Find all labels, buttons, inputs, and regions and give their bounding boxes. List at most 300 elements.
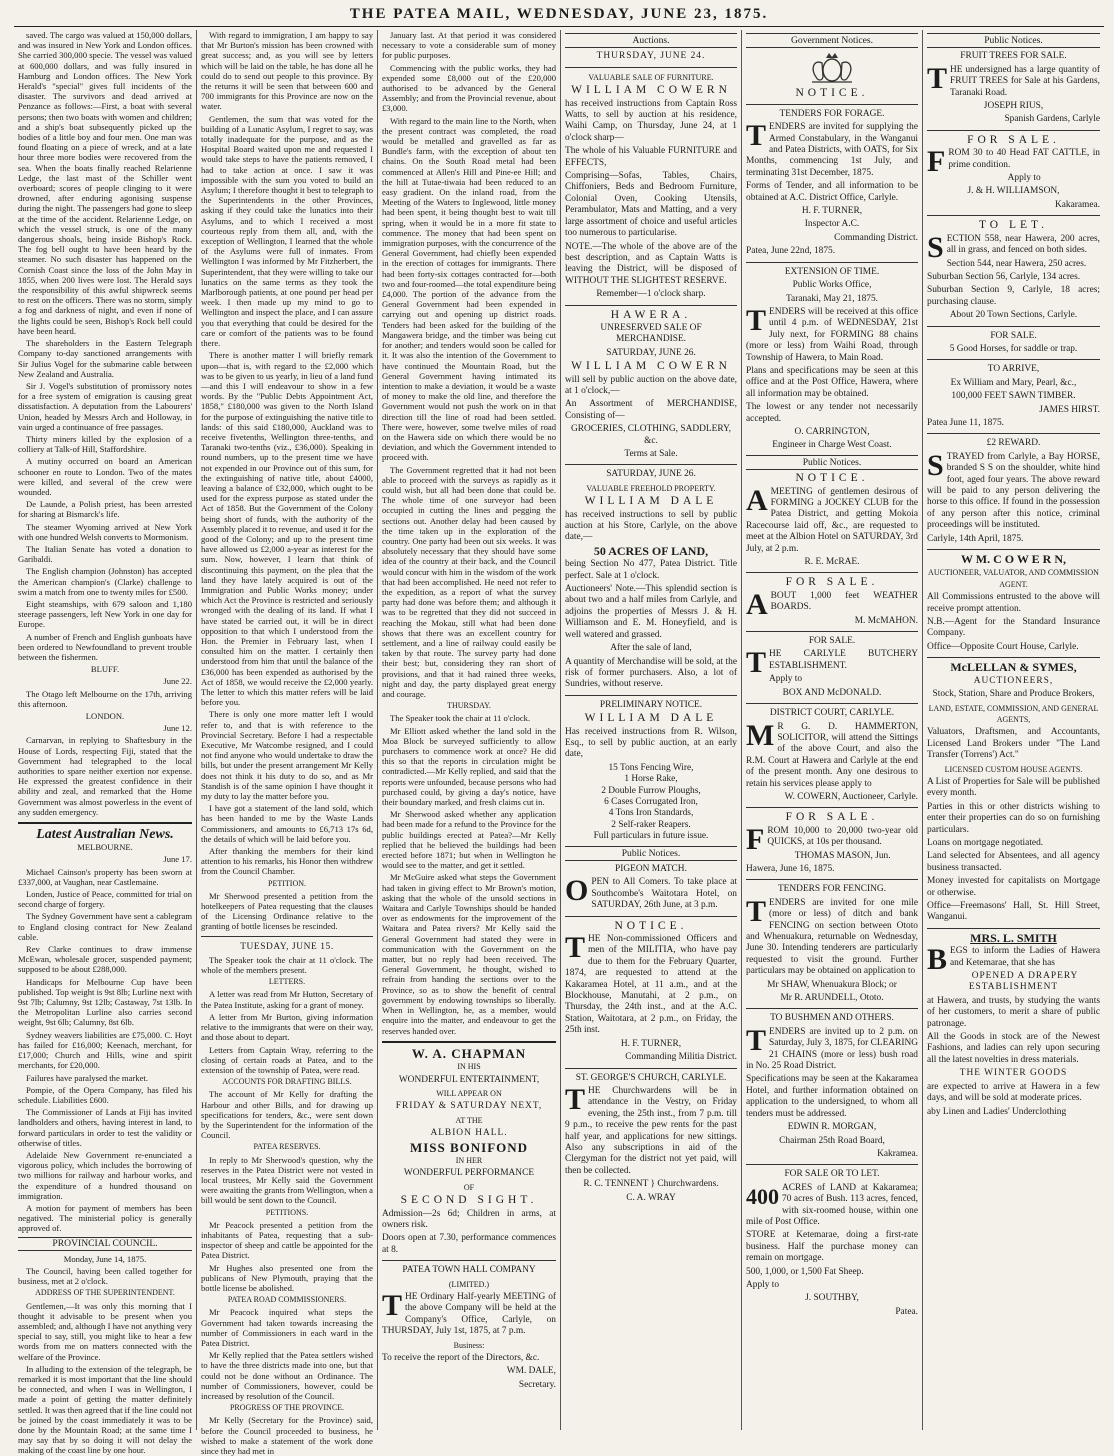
divider [746,572,918,573]
section-heading: PROVINCIAL COUNCIL. [18,1237,192,1251]
ad-title: EXTENSION OF TIME. [784,266,880,277]
divider [746,703,918,704]
ad-sign: WM. DALE, [506,1366,556,1377]
ad-text: BOUT 1,000 feet WEATHER BOARDS. [770,590,918,613]
ad-title: FOR SALE. [990,330,1037,341]
article-paragraph: Mr Elliott asked whether the land sold in the Moa Block be surveyed sufficiently to allow purchasers to commence work at once? He did this so that the reports in circulation might be contradicted.—Mr Kelly replied, and said that the reports were unfounded, because persons who had purchased could, by giving a day's notice, have their boundary marked, and fresh claims cut in. [382,725,556,808]
article-paragraph: Michael Cainson's property has been sworn at £337,000, at Vaughan, near Castlemaine. [18,866,192,887]
ad-title: FOR SALE. [785,811,879,824]
ad-line: WONDERFUL ENTERTAINMENT, [398,1074,540,1085]
ad-line: Mr R. ARUNDELL, Ototo. [780,993,884,1004]
ad-sign: Engineer in Charge West Coast. [772,440,892,451]
drop-cap: F [927,145,946,179]
ad-sign: Spanish Gardens, Carlyle [1004,114,1100,125]
ad-line: THE WINTER GOODS [959,1068,1068,1079]
ad-line: Mr SHAW, Whenuakura Block; or [767,979,897,990]
divider [927,433,1100,434]
list-item: 2 Self-raker Reapers. [611,819,691,830]
auctioneer-name: WILLIAM DALE [584,712,718,725]
section-heading: Auctions. [565,33,737,48]
column-news-2 [197,30,378,1456]
ad-date: Hawera, June 16, 1875. [746,863,835,874]
divider [201,936,373,937]
ad-text: HE CARLYLE BUTCHERY ESTABLISHMENT. [769,649,918,671]
ad-date: Patea, June 22nd, 1875. [746,246,836,257]
ad-title: MISS BONIFOND [409,1139,529,1155]
divider [746,104,918,105]
ad-text: Remember—1 o'clock sharp. [596,289,706,300]
article-paragraph: Londen, Justice of Peace, committed for trial on second charge of forgery. [18,889,192,910]
article-paragraph: The shareholders in the Eastern Telegraph Company to-day sanctioned arrangements with Sir Julius Vogel for the submarine cable between New Zealand and Australia. [18,338,192,379]
ad-line: AUCTIONEER, VALUATOR, AND COMMISSION AGENT. [928,568,1099,589]
list-item: 2 Double Furrow Ploughs, [601,785,701,796]
ad-sign: C. A. WRAY [626,1192,676,1203]
auctioneer-name: WILLIAM DALE [584,495,718,508]
ad-number: 400 [746,1183,779,1209]
ad-text: HE Non-commissioned Officers and men of the MILITIA, who have pay due to them for the February Quarter, 1874, are requested to attend at the Kakaramea Hotel, at 11 a.m., and at the Blockhouse, Manutahi, at 2 p.m., on Thursday, the 24th inst., and at the A.C. Station, Waitotara, at 2 p.m., on Friday, the 25th inst. [565,934,737,1036]
article-paragraph: The Speaker took the chair at 11 o'clock. [390,713,531,724]
ad-title: TO BUSHMEN AND OTHERS. [770,1013,894,1024]
drop-cap: T [746,894,767,928]
divider [746,1164,918,1165]
ad-date: SATURDAY, JUNE 26. [606,469,696,480]
subheading: PETITION. [268,878,306,888]
divider [746,1008,918,1009]
divider [18,822,192,824]
article-paragraph: In reply to Mr Sherwood's question, why the reserves in the Patea District were not vested in local trustees, Mr Kelly said the Government were awaiting the grants from Wellington, when a bill would be sent down to the Council. [201,1154,373,1206]
article-paragraph: Mr Sherwood asked whether any application had been made for a refund to the Province for the public buildings erected at Patea?—Mr Kelly replied that he believed the buildings had been erected before 1871; but when in Wellington he would see to the matter, and get it settled. [382,809,556,871]
ad-sign: O. CARRINGTON, [794,426,870,437]
ad-sign: EDWIN R. MORGAN, [787,1122,877,1133]
ad-title: MRS. L. SMITH [970,930,1057,945]
columns [14,30,1104,1456]
article-paragraph: The account of Mr Kelly for drafting the Harbour and other Bills, and for drawing up specifications for tenders, &c., were sent down by the Superintendent for the information of the Council. [201,1089,373,1141]
drop-cap: O [565,874,589,908]
ad-title: FOR SALE. [808,636,856,647]
ad-line: WILL APPEAR ON [436,1088,502,1098]
ad-line: Apply to [746,1279,780,1290]
drop-cap: F [746,822,765,856]
list-item: 15 Tons Fencing Wire, [608,762,694,773]
ad-title: VALUABLE FREEHOLD PROPERTY. [586,483,716,493]
ad-sign: H. F. TURNER, [801,206,863,217]
ad-text: EGS to inform the Ladies of Hawera and Ketemarae, that she has [950,946,1100,968]
subheading: LETTERS. [268,977,306,987]
dateline-date: June 17. [163,854,192,865]
ad-text: ENDERS are invited for supplying the Armed Constabulary, in the Wanganui and Patea Districts, with OATS, for Six Months, commencing 1st July, and terminating 31st December, 1875. [746,122,918,178]
divider [927,359,1100,360]
article-paragraph: saved. The cargo was valued at 150,000 dollars, and was insured in New York and London offices. She carried 300,000 specie. The vessel was valued at 600,000 dollars, and was fully insured in Hamburg and London offices. The New York Herald's "special" gives full incidents of the disaster. The survivors and dead arrived at Penzance as follows:—First, a boat with several persons; then two boats with women and children; and a ship's boat subsequently picked up the bodies of a little boy and four men. One man was found floating on a piece of wreck, and at a late hour three more bodies were recovered from the sea. When the boats finally reached Relarienne Ledge, the last mast of the Schiller went overboard; scores of people clinging to it were drowned, after enduring agonising suspense during the night. The passengers had gone to sleep at the time of the accident. Relarienne Ledge, on which the vessel struck, is one of the many dangerous shoals, being inside Bishop's Rock. The fog bell ought to have been heard by the steamer. No such disaster has happened on the Cornish Coast since the loss of the John May in 1855, when 200 lives were lost. The Herald says the responsibility of this awful shipwreck seems to rest on the officers. There was no storm, simply a fog and darkness of night, and even if none of the lights could be seen, Bishop's Rock bell could have been heard. [18,30,192,336]
article-paragraph: Adelaide New Government re-enunciated a vigorous policy, which includes the borrowing of two millions for railway and harbour works, and the expenditure of a hundred thousand on immigration. [18,1149,192,1201]
subheading: ACCOUNTS FOR DRAFTING BILLS. [222,1077,352,1087]
ad-line: Admission—2s 6d; Children in arms, at owners risk. [382,1208,556,1230]
drop-cap: S [927,230,944,264]
ad-text: GROCERIES, CLOTHING, SADDLERY, &c. [571,424,731,446]
divider [746,262,918,263]
article-paragraph: There is another matter I will briefly remark upon—that is, with regard to the £2,000 which was to be given to us yearly, in lieu of a land fund—and this I will endeavour to show in a few words. By the "Public Debts Appointment Act, 1858," £180,000 was given to the North Island for the purpose of extinguishing the native title to lands: of this said £180,000, Auckland was to receive fivetenths, Wellington three-tenths, and Taranaki two-tenths (viz., £36,000). Speaking in round numbers, up to the present time we have not expended in our Province out of this sum, for the extinguishing of native title, about £4000, leaving a balance of £32,000, which ought to be used for the express purpose as stated under the Act of 1858. But the Government of the Colony being short of funds, with the authority of the Assembly placed it to revenue, and used it for the good of the Colony; and up to the present time have allowed us £2,000 a-year as interest for the sum. Now, however, I learn that think of discontinuing this payment, on the plea that the land they have lately acquired is out of the Immigration and Public Works money; under which Act the Province is restricted and seriously wronged with the dealing of its land. If what I have stated be carried out, it will be in direct opposition to that which I understood from the Hon. the Premier in February last, when I consulted him on the matter. I certainly then understood from him that until the balance of the £36,000 has been expended as authorised by the Act of 1858, we would receive the £2,000 yearly. The letter to which this matter refers will be laid before you. [201,350,373,708]
subheading: ADDRESS OF THE SUPERINTENDENT. [35,1288,175,1298]
ad-text: Valuators, Draftsmen, and Accountants, Licensed Land Brokers under "The Land Transfer (Torrens') Act." [927,727,1100,761]
article-paragraph: A mutiny occurred on board an American schooner en route to London. Two of the mates were killed, and several of the crew were wounded. [18,456,192,497]
ad-line: OF [463,1182,475,1192]
ad-title: FRUIT TREES FOR SALE. [960,51,1067,62]
ad-text: HE Churchwardens will be in attendance in the Vestry, on Friday evening, the 25th inst., from 7 p.m. till 9 p.m., to receive the pew rents for the past half year, and applications for new sittings. Also any subscriptions in aid of the Clergyman for the district not yet paid, will then be collected. [565,1085,737,1176]
ad-text: Loans on mortgage negotiated. [927,837,1044,848]
section-heading: Latest Australian News. [36,827,174,843]
article-paragraph: Mr Peacock presented a petition from the inhabitants of Patea, requesting that a sub-inspector of sheep and cattle be appointed for the Patea District. [201,1219,373,1261]
divider [382,1041,556,1043]
drop-cap: T [382,1289,403,1323]
ad-text: ENDERS are invited up to 2 p.m. on Saturday, July 3, 1875, for CLEARING 21 CHAINS (more or less) bush road in No. 25 Road District. [746,1026,918,1072]
ad-text [746,483,918,555]
subheading: PETITIONS. [265,1207,309,1217]
ad-line: Apply to [1007,173,1041,184]
ad-sign: M. McMAHON. [854,615,918,626]
ad-text: Office—Freemasons' Hall, St. Hill Street, Wanganui. [927,901,1100,923]
article-paragraph: De Launde, a Polish priest, has been arrested for sharing at Bismarck's life. [18,499,192,520]
article-paragraph: Carnarvan, in replying to Shaftesbury in the House of Lords, respecting Fiji, stated that the Government had telegraphed to the local authorities to spare neither exertion nor expense. He expressed the greatest confidence in their ability and zeal, and remarked that the Home Government was almost powerless in the event of any sudden emergency. [18,735,192,817]
column-public-notices [923,30,1104,1430]
ad-sign: Kakaramea. [1054,199,1100,210]
ad-text: A quantity of Merchandise will be sold, at the risk of former purchasers. Also, a lot of Sundries, without reserve. [565,656,737,690]
drop-cap: T [927,61,948,95]
article-paragraph: Mr Hughes also presented one from the publicans of New Plymouth, praying that the bottle license be abolished. [201,1262,373,1293]
article-paragraph: The Speaker took the chair at 11 o'clock. The whole of the members present. [201,954,373,976]
divider [382,1260,556,1261]
ad-chapman [382,1045,556,1257]
ad-text: All Commissions entrusted to the above will receive prompt attention. [927,592,1100,614]
ad-line: AT THE [455,1115,483,1125]
ad-sign: R. C. TENNENT [583,1179,649,1190]
drop-cap: T [746,119,767,153]
ad-text [746,119,918,179]
ad-text: Section 544, near Hawera, 250 acres. [946,258,1087,269]
ad-line: LAND, ESTATE, COMMISSION, AND GENERAL AGENTS, [928,703,1099,724]
list-item: 1 Horse Rake, [624,774,678,785]
ad-text: at Hawera, and trusts, by studying the wants of her customers, to merit a share of public patronage. [927,995,1100,1029]
ad-text: A List of Properties for Sale will be published every month. [927,776,1100,799]
column-government [742,30,923,1430]
drop-cap: A [746,483,768,517]
dateline-date: June 12. [163,723,192,734]
ad-title: W. A. CHAPMAN [411,1045,527,1061]
ad-text: After the sale of land, [610,643,692,654]
article-paragraph: The Government regretted that it had not been able to proceed with the surveys as rapidly as it could wish, but all had been done that could be. The whole time of one surveyor had been occupied in cutting the lines and pegging the sections out. Another delay had been caused by the time taken up in the exploration of the country. One party had been out six weeks. It was absolutely necessary that they should have some idea of the country at their back, and the Council would concur with him in the wisdom of the work that had been accomplished. He need not refer to the expedition, as a report of what the survey party had done was before them; and although it was to be regretted that they did not succeed in reaching the Mokau, still what had been done shows that there was an excellent country for settlement, and a line of railway could easily be taken by that route. The survey party had done their best; but, considering they ran short of provisions, and that it had rained three weeks, night and day, the party displayed great energy and courage. [382,464,556,699]
ad-text [746,894,918,978]
ad-title: TENDERS FOR FENCING. [777,884,887,895]
ad-title: PRELIMINARY NOTICE. [599,699,703,710]
ad-line: FRIDAY & SATURDAY NEXT, [395,1101,543,1112]
divider [746,879,918,880]
ad-text: MEETING of gentlemen desirous of FORMING a JOCKEY CLUB for the Patea District, and getting Mokoia Racecourse laid off, &c., are requested to meet at the Albion Hotel on SATURDAY, 3rd July, at 2 p.m. [746,486,918,554]
ad-text [746,303,918,364]
article-paragraph: Gentlemen, the sum that was voted for the building of a Lunatic Asylum, I regret to say, was totally inadequate for the purpose, and as the Hospital Board waited upon me and requested I would take steps to have the patients removed, I had to take action at once. I saw it was impossible with the sum you voted to build an Asylum; I therefore thought it best to telegraph to the Superintendents in the other Provinces, asking if they could take the lunatics into their Asylums, and to which I received a most courteous reply from them all, and, with the exception of Wellington, I learned that the whole of the Asylums were full of inmates. From Wellington I was informed by Mr Fitzherbert, the Superintendent, that they were willing to take our lunatics on the same terms as they took the Marlborough patients, at one pound per head per week. I then made up my mind to go to Wellington and inspect the place, and I can assure you that everything that could be desired for the care or comfort of the patients was to be found there. [201,113,373,349]
article-paragraph: After thanking the members for their kind attention to his remarks, his Honor then withdrew from the Council Chamber. [201,846,373,877]
ad-text: Specifications may be seen at the Kakaramea Hotel, and further information obtained on application to the undersigned, to whom all tenders must be addressed. [746,1074,918,1119]
drop-cap: T [746,1023,767,1057]
subheading: THURSDAY. [447,701,491,711]
dateline-place: BLUFF. [90,664,120,675]
ad-sign: Churchwardens. [657,1179,719,1190]
article-paragraph: A number of French and English gunboats have been ordered to Newfoundland to prevent trouble between the fishermen. [18,631,192,662]
drop-cap: A [746,587,768,621]
ad-line: WONDERFUL PERFORMANCE [403,1168,535,1179]
ad-text: Terms at Sale. [624,449,678,459]
ad-text [746,1183,918,1229]
subheading: PATEA RESERVES. [253,1142,321,1152]
ad-text [565,1082,737,1177]
auctioneer-name: WILLIAM COWERN [571,360,731,373]
ad-text [746,1023,918,1073]
ad-line: Stock, Station, Share and Produce Brokers, [932,689,1095,700]
drop-cap: T [746,646,767,680]
article-paragraph: Commencing with the public works, they had expended some £8,000 out of the £20,000 authorised to be advanced by the General Assembly; and from the Provincial revenue, about £3,000. [382,62,556,114]
article-paragraph: The Commissioner of Lands at Fiji has invited landholders and others, having interest in land, to forward particulars in order to test the validity or otherwise of titles. [18,1107,192,1148]
article-paragraph: A letter from Mr Burton, giving information relative to the immigrants that were on their way, and those about to depart. [201,1011,373,1043]
ad-title: TO LET. [978,219,1049,232]
article-paragraph: With regard to the main line to the North, when the present contract was completed, the road would be metalled and gravelled as far as Bundle's farm, with the exception of about ten chains. On the South Road metal had been commenced at Allen's Hill and Pine-ee Hill; and the hill at Tutae-tiwaia had been reduced to an easy gradient. On the inland road, from the Meeting of the Waters to Inglewood, little money had been spent, it being thought best to wait till spring, when it would be in a more fit state to commence. The money that had been spent on immigration purposes, with the concurrence of the General Government, had chiefly been expended in the erection of cottages for immigrants. There had been forty-six cottages contracted for—both two and four-roomed—the total expenditure being £4,000. The portion of the advance from the General Government had been expended in carrying out and opening up district roads. Tenders had been asked for the building of the Mangawera bridge, and the timber was being cut for another; and tenders would soon be called for it. It was also the intention of the Government to have continued the Mountain Road, but the General Government having intimated its intention to make a deviation, it would be a waste of money to make the old line, and therefore the Government would not push the work on in that direction till the line of road had been settled. There were, however, some twelve miles of road on the Hawera side on which there would be no deviation, and which the Government intended to proceed with. [382,115,556,463]
article-paragraph: The Sydney Government have sent a cablegram to England closing contract for New Zealand cable. [18,911,192,942]
section-heading: Public Notices. [565,846,737,861]
ad-text: ENDERS are invited for one mile (more or less) of ditch and bank FENCING on section between Ototo and Whenuakura, returnable on Wednesday, June 30. Intending tenderers are particularly requested to visit the ground. Further particulars may be obtained on application to [746,897,918,977]
ad-sign: W. COWERN, Auctioneer, Carlyle. [784,791,918,802]
ad-text: has received instructions from Captain Ross Watts, to sell by auction at his residence, Waihi Camp, on Thursday, June 24, at 1 o'clock sharp— [565,98,737,143]
ad-line: SECOND SIGHT. [400,1194,538,1207]
ad-title: PIGEON MATCH. [615,864,687,874]
ad-text: Full particulars in future issue. [593,831,709,842]
ad-line: Public Works Office, [792,280,872,291]
divider [565,305,737,306]
ad-title: UNRESERVED SALE OF MERCHANDISE. [600,322,702,345]
divider [565,1068,737,1069]
ad-text [927,943,1100,977]
ad-line: OPENED A DRAPERY ESTABLISHMENT [968,971,1079,993]
ad-text: N.B.—Agent for the Standard Insurance Company. [927,617,1100,639]
divider [927,130,1100,131]
ad-date: Patea June 11, 1875. [927,417,1004,428]
article-paragraph: Eight steamships, with 679 saloon and 1,180 steerage passengers, left New York in one day for Europe. [18,598,192,630]
column-news-1 [14,30,197,1456]
ad-text: ROM 30 to 40 Head FAT CATTLE, in prime condition. [948,148,1100,170]
ad-sign: THOMAS MASON, Jun. [794,850,891,861]
ad-text: will sell by public auction on the above date, at 1 o'clock,— [565,374,737,396]
article-paragraph: There is only one more matter left I would refer to, and that is with reference to the Provincial Secretary. Before I had a respectable Executive, Mr Watcombe resigned, and I could not find anyone who would undertake to draw the bills, but under the present arrangement Mr Kelly does not think it his duty to do so, and as Mr Standish is of the same opinion I have thought it my duty to lay the matter before you. [201,709,373,802]
ad-sign: R. E. McRAE. [804,557,860,568]
article-paragraph: Mr Peacock inquired what steps the Government had taken towards increasing the number of Commissioners in each ward in the Patea District. [201,1307,373,1348]
ad-text: has received instructions to sell by public auction at his Store, Carlyle, on the above date,— [565,509,737,543]
ad-text: Comprising—Sofas, Tables, Chairs, Chiffoniers, Beds and Bedroom Furniture, Colonial Oven, Cooking Utensils, Perambulator, Mats and Matting, and a very large assortment of choice and useful articles too numerous to particularise. [565,171,737,239]
ad-sign: Chairman 25th Road Board, [779,1135,885,1146]
ad-text: Forms of Tender, and all information to be obtained at A.C. District Office, Carlyle. [746,181,918,203]
ad-title: W M. C O W E R N, [960,552,1066,567]
ad-title: £2 REWARD. [986,438,1041,449]
ad-title: VALUABLE SALE OF FURNITURE. [588,72,714,82]
ad-text: Office—Opposite Court House, Carlyle. [927,641,1079,652]
article-paragraph: The Otago left Melbourne on the 17th, arriving this afternoon. [18,688,192,709]
list-item: 4 Tons Iron Standards, [608,808,694,819]
article-paragraph: Pompie, of the Opera Company, has filed his schedule. Liabilities £600. [18,1084,192,1105]
ad-title: DISTRICT COURT, CARLYLE. [769,708,895,719]
ad-sign: Secretary. [518,1379,556,1390]
drop-cap: B [927,943,948,977]
article-paragraph: In alluding to the extension of the telegraph, be remarked it is most important that the line should be connected, and when I was in Wellington, I made a point of getting the matter definitely settled. It was then agreed that if the line could not be joined by the coast immediately it was to be done by the Mountain Road; at the same time I may say that by so doing it will not delay the making of the coast line by one hour. [18,1363,192,1456]
ad-title: McLELLAN & SYMES, [950,660,1077,675]
article-paragraph: With regard to immigration, I am happy to say that Mr Burton's mission has been crowned with great success; and, as you will see by letters which will be laid on the table, he has done all he could do to send out people to this province. By the returns it will be seen that between 600 and 700 immigrants for this Province are now on the water. [201,30,373,112]
dateline-date: June 22. [163,676,192,687]
section-heading: Government Notices. [746,33,918,48]
auctioneer-name: WILLIAM COWERN [571,84,731,97]
ad-line: ALBION HALL. [430,1128,508,1139]
ad-text: HE Ordinary Half-yearly MEETING of the above Company will be held at the Company's Office, Carlyle, on THURSDAY, July 1st, 1875, at 7 p.m. [382,1292,556,1337]
ad-title: ST. GEORGE'S CHURCH, CARLYLE. [575,1072,727,1083]
ad-text: Has received instructions from R. Wilson, Esq., to sell by public auction, at an early date, [565,726,737,760]
drop-cap: S [927,448,944,482]
subheading: PROGRESS OF THE PROVINCE. [229,1403,345,1413]
article-paragraph: A motion for payment of members has been negatived. The ministerial policy is generally approved of. [18,1202,192,1234]
section-heading: Public Notices. [927,33,1100,48]
dateline-place: MELBOURNE. [77,842,133,853]
divider [927,657,1100,658]
ad-line: To receive the report of the Directors, &c. [382,1353,540,1364]
ad-text: Plans and specifications may be seen at this office and at the Post Office, Hawera, where all information may be obtained. [746,365,918,399]
article-paragraph: Rev Clarke continues to draw immense McEwan, wholesale grocer, suspended payment; supposed to be about £288,000. [18,944,192,975]
divider [565,464,737,465]
ad-text [565,931,737,1037]
ad-text: being Section No 477, Patea District. Title perfect. Sale at 1 o'clock. [565,559,737,581]
ad-sign: Inspector A.C. [804,219,860,230]
article-paragraph: The Council, having been called together for business, met at 2 o'clock. [18,1265,192,1287]
ad-text: are expected to arrive at Hawera in a few days, and will be sold at moderate prices. [927,1081,1100,1104]
ad-date: Carlyle, 14th April, 1875. [927,533,1024,544]
ad-text: Parties in this or other districts wishing to enter their properties can do so on furnishing particulars. [927,801,1100,835]
ad-text: ECTION 558, near Hawera, 200 acres, all in grass, and fenced on both sides. [946,233,1100,256]
article-paragraph: Mr Kelly (Secretary for the Province) said, before the Council proceeded to business, he wished to make a statement of the work done since they had met in [201,1415,373,1456]
article-paragraph: The Italian Senate has voted a donation to Garibaldi. [18,543,192,565]
ad-sign: J. & H. WILLIAMSON, [967,186,1060,197]
article-paragraph: Letters from Captain Wray, referring to the closing of certain roads at Patea, and to the extension of the township of Patea, were read. [201,1044,373,1075]
ad-text: aby Linen and Ladies' Underclothing [927,1106,1067,1117]
drop-cap: T [565,1082,586,1116]
ad-text: The whole of his Valuable FURNITURE and EFFECTS, [565,146,737,168]
article-paragraph: Mr Sherwood presented a petition from the hotelkeepers of Patea requesting that the clauses of the Licensing Ordinance relative to the granting of bottle licenses be rescinded. [201,890,373,932]
article-paragraph: Mr Kelly replied that the Patea settlers wished to have the three districts made into one, but that could not be done without an Ordinance. The number of Commissioners, however, could be increased by resolution of the Council. [201,1350,373,1401]
ad-date: SATURDAY, JUNE 26. [606,347,696,358]
ad-text: R G. D. HAMMERTON, SOLICITOR, will attend the Sittings of the above Court, and also the R.M. Court at Hawera and Carlyle at the end of the present month. Any one desirous to retain his services please apply to [746,721,918,789]
ad-title: TENDERS FOR FORAGE. [779,108,885,119]
ad-line: LICENSED CUSTOM HOUSE AGENTS. [944,764,1083,774]
article-paragraph: The English champion (Johnston) has accepted the American champion's (Clarke) challenge to swim a match from one to twenty miles for £500. [18,566,192,597]
ad-text: Auctioneers' Note.—This splendid section is about two and a half miles from Carlyle, and adjoins the properties of Messrs J. & H. Williamson and E. M. Honeyfield, and is well watered and grassed. [565,584,737,640]
ad-line: (LIMITED.) [448,1279,490,1289]
ad-line: Taranaki, May 21, 1875. [785,293,879,304]
ad-text: Money invested for capitalists on Mortgage or otherwise. [927,876,1100,898]
ad-line [382,1289,556,1338]
ad-text: 5 Good Horses, for saddle or trap. [949,343,1078,354]
ad-text: NOTE.—The whole of the above are of the best description, and as Captain Watts is leaving the District, will be disposed of WITHOUT THE SLIGHTEST RESERVE. [565,241,737,286]
ad-text: HE undersigned has a large quantity of FRUIT TREES for Sale at his Gardens, Taranaki Road. [950,64,1100,98]
ad-text [927,448,1100,532]
article-paragraph: Sir J. Vogel's substitution of promissory notes for a free system of emigration is causing great dissatisfaction. A deputation from the Labourers' Union, headed by Messrs Arch and Holloway, in vain urged a continuance of free passages. [18,380,192,432]
ad-text: The lowest or any tender not necessarily accepted. [746,402,918,424]
column-auctions [561,30,742,1430]
ad-title: NOTICE. [795,472,869,485]
ad-text: ENDERS will be received at this office until 4 p.m. of WEDNESDAY, 21st July next, for FORMING 88 chains (more or less) from Waihi Road, through Township of Hawera, to Main Road. [746,306,918,363]
item-list [565,763,737,831]
ad-text: 500, 1,000, or 1,500 Fat Sheep. [746,1266,864,1277]
article-paragraph: Mr McGuire asked what steps the Government had taken in giving effect to Mr Brown's motion, asking that the whole of the unsold sections in Waitara and Carlyle Townships should be handed over as endowments for the improvement of the Waitara and Patea rivers? Mr Kelly said the General Government had stated they were in communication with the Government on the matter, but no reply had been received. The General Government, he thought, wished to refrain from handing the sections over to the Province, so as to show the benefit of central government by endowing townships so liberally. When in Wellington, he, as a member, would enquire into the matter, and endeavour to get the reserves handed over. [382,872,556,1036]
article-paragraph: The steamer Wyoming arrived at New York with one hundred Welsh converts to Mormonism. [18,521,192,542]
divider [746,807,918,808]
ad-title: FOR SALE OR TO LET. [784,1169,880,1180]
divider [565,916,737,917]
ad-text: Land selected for Absentees, and all agency business transacted. [927,851,1100,873]
article-paragraph: Handicaps for Melbourne Cup have been published. Top weight is 9st 8lb; Lurline next with 9st 7lb; Calumny, 9st 12lb; Castaway, 7st 13lb. In the Metropolitan Lurline also carries second weight, 9st 6lb; Calumny, 8st 6lb. [18,976,192,1028]
ad-sign: BOX AND McDONALD. [782,687,882,698]
ad-text: Suburban Section 56, Carlyle, 134 acres. [927,271,1081,282]
ad-line: IN HER [455,1155,483,1165]
article-paragraph: A letter was read from Mr Hutton, Secretary of the Patea Institute, asking for a grant of money. [201,989,373,1010]
divider [565,67,737,68]
ad-title: NOTICE. [795,87,869,100]
drop-cap: T [565,931,586,965]
ad-text [565,874,737,911]
dateline-date: Monday, June 14, 1875. [63,1253,147,1264]
ad-title: FOR SALE. [967,133,1060,146]
ad-text: An Assortment of MERCHANDISE, Consisting of— [565,399,737,421]
ad-title: FOR SALE. [785,576,879,589]
ad-line: IN HIS [457,1062,481,1072]
ad-line: AUCTIONEERS, [973,675,1054,686]
ad-line: Apply to [769,674,803,685]
column-news-3 [378,30,561,1430]
ad-sign: JOSEPH RIUS, [983,101,1044,112]
ad-text: ACRES of LAND at Kakaramea; 70 acres of Bush. 113 acres, fenced, with six-roomed house, within one mile of Post Office. [746,1182,918,1227]
section-heading: Public Notices. [746,455,918,470]
ad-line: Business: [453,1340,485,1350]
subheading: PATEA ROAD COMMISSIONERS. [227,1295,347,1305]
royal-crest-icon [746,51,918,85]
ad-sign: R. C. TENNENT } Churchwardens. [583,1179,719,1190]
drop-cap: M [746,718,775,752]
list-item: 6 Cases Corrugated Iron, [604,796,698,807]
ad-town-hall [382,1265,556,1391]
ad-title: HAWERA. [610,308,692,321]
article-paragraph: I have got a statement of the land sold, which has been handed to me by the Waste Lands Commissioners, and amounts to £6,713 17s 6d, the details of which will be laid before you. [201,803,373,844]
ad-sign: Patea. [895,1306,918,1317]
ad-title: TO ARRIVE, [987,364,1040,375]
article-paragraph: Failures have paralysed the market. [26,1072,148,1083]
ad-text: Ex William and Mary, Pearl, &c., [950,377,1077,388]
article-paragraph: Gentlemen,—It was only this morning that I thought it advisable to be present when you assembled; and, although I have not anything very special to say, still, you might like to hear a few words from me on matters connected with the welfare of the Province. [18,1300,192,1362]
ad-date: THURSDAY, JUNE 24. [596,51,706,62]
ad-text: All the Goods in stock are of the Newest Fashions, and ladies can rely upon securing all the latest novelties in dress materials. [927,1032,1100,1065]
ad-text: About 20 Town Sections, Carlyle. [949,310,1078,321]
divider [746,631,918,632]
ad-sign: Kakramea. [877,1148,918,1159]
ad-text [927,61,1100,99]
ad-text: Suburban Section 9, Carlyle, 18 acres; purchasing clause. [927,285,1100,307]
ad-text [746,718,918,790]
ad-text: 100,000 FEET SAWN TIMBER. [951,391,1076,402]
drop-cap: T [746,303,767,337]
ad-sign: H. F. TURNER, [620,1038,682,1049]
divider [927,928,1100,929]
dateline-place: LONDON. [85,711,125,721]
masthead: THE PATEA MAIL, WEDNESDAY, JUNE 23, 1875. [14,6,1104,27]
divider [927,215,1100,216]
ad-text: PEN to All Comers. To take place at Southcombe's Waitotara Hotel, on SATURDAY, 26th June, at 3 p.m. [591,877,737,911]
ad-title: NOTICE. [614,919,688,932]
